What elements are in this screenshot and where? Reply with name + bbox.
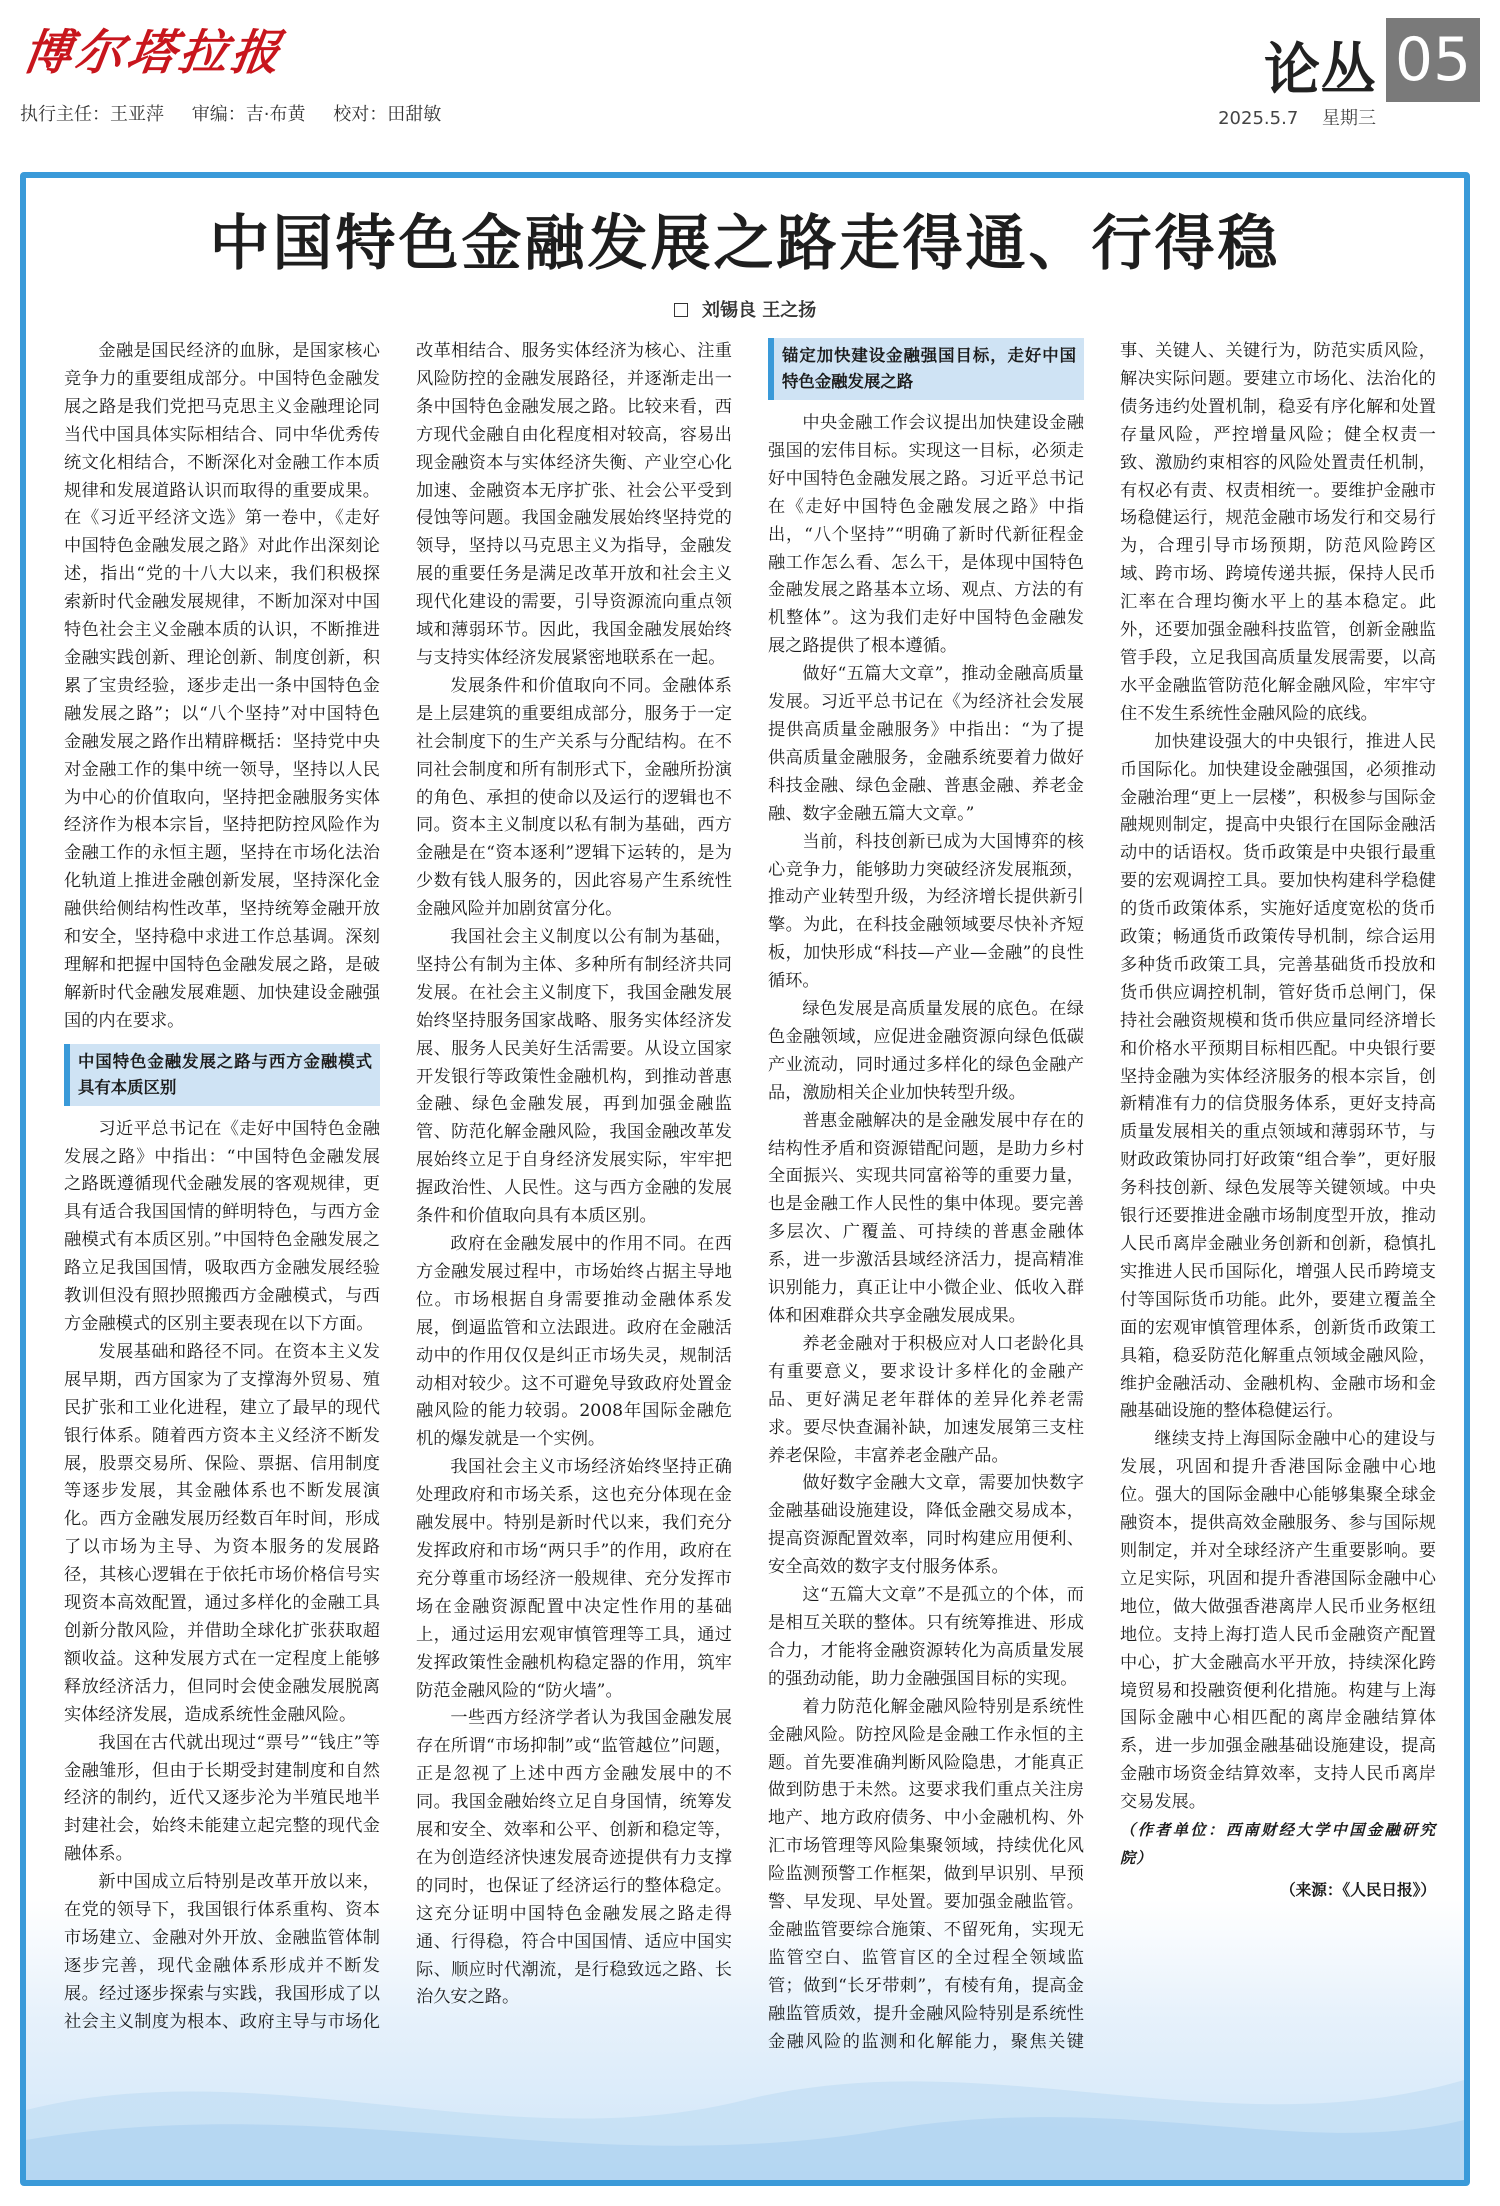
body-paragraph: 养老金融对于积极应对人口老龄化具有重要意义，要求设计多样化的金融产品、更好满足老年群体的差异化养老需求。要尽快查漏补缺，加速发展第三支柱养老保险，丰富养老金融产品。	[768, 1333, 1084, 1466]
body-paragraph: 金融是国民经济的血脉，是国家核心竞争力的重要组成部分。中国特色金融发展之路是我们党把马克思主义金融理论同当代中国具体实际相结合、同中华优秀传统文化相结合，不断深化对金融工作本质规律和发展道路认识而取得的重要成果。在《习近平经济文选》第一卷中，《走好中国特色金融发展之路》对此作出深刻论述，指出“党的十八大以来，我们积极探索新时代金融发展规律，不断加深对中国特色社会主义金融本质的认识，不断推进金融实践创新、理论创新、制度创新，积累了宝贵经验，逐步走出一条中国特色金融发展之路”；以“八个坚持”对中国特色金融发展之路作出精辟概括：坚持党中央对金融工作的集中统一领导，坚持以人民为中心的价值取向，坚持把金融服务实体经济作为根本宗旨，坚持把防控风险作为金融工作的永恒主题，坚持在市场化法治化轨道上推进金融创新发展，坚持深化金融供给侧结构性改革，坚持统筹金融开放和安全，坚持稳中求进工作总基调。深刻理解和把握中国特色金融发展之路，是破解新时代金融发展难题、加快建设金融强国的内在要求。	[64, 341, 380, 1031]
body-paragraph: 加快建设强大的中央银行，推进人民币国际化。加快建设金融强国，必须推动金融治理“更上一层楼”，积极参与国际金融规则制定，提高中央银行在国际金融活动中的话语权。货币政策是中央银行最重要的宏观调控工具。要加快构建科学稳健的货币政策体系，实施好适度宽松的货币政策；畅通货币政策传导机制，综合运用多种货币政策工具，完善基础货币投放和货币供应调控机制，管好货币总闸门，保持社会融资规模和货币供应量同经济增长和价格水平预期目标相匹配。中央银行要坚持金融为实体经济服务的根本宗旨，创新精准有力的信贷服务体系，更好支持高质量发展相关的重点领域和薄弱环节，与财政政策协同打好政策“组合拳”，更好服务科技创新、绿色发展等关键领域。中央银行还要推进金融市场制度型开放，推动人民币离岸金融业务创新和创新，稳慎扎实推进人民币国际化，增强人民币跨境支付等国际货币功能。此外，要建立覆盖全面的宏观审慎管理体系，创新货币政策工具箱，稳妥防范化解重点领域金融风险，维护金融活动、金融机构、金融市场和金融基础设施的整体稳健运行。	[1120, 731, 1436, 1422]
body-paragraph: 继续支持上海国际金融中心的建设与发展，巩固和提升香港国际金融中心地位。强大的国际金融中心能够集聚全球金融资本，提供高效金融服务、参与国际规则制定，并对全球经济产生重要影响。要立足实际，巩固和提升香港国际金融中心地位，做大做强香港离岸人民币业务枢纽地位。支持上海打造人民币金融资产配置中心，扩大金融高水平开放，持续深化跨境贸易和投融资便利化措施。构建与上海国际金融中心相匹配的离岸金融结算体系，进一步加强金融基础设施建设，提高金融市场资金结算效率，支持人民币离岸交易发展。	[1120, 1429, 1436, 1813]
reviewer: 审编：吉·布黄	[191, 104, 306, 125]
body-paragraph: 绿色发展是高质量发展的底色。在绿色金融领域，应促进金融资源向绿色低碳产业流动，同时通过多样化的绿色金融产品，激励相关企业加快转型升级。	[768, 999, 1084, 1103]
body-paragraph: 中央金融工作会议提出加快建设金融强国的宏伟目标。实现这一目标，必须走好中国特色金融发展之路。习近平总书记在《走好中国特色金融发展之路》中指出，“八个坚持”“明确了新时代新征程金融工作怎么看、怎么干，是体现中国特色金融发展之路基本立场、观点、方法的有机整体”。这为我们走好中国特色金融发展之路提供了根本遵循。	[768, 413, 1084, 657]
body-paragraph: 发展条件和价值取向不同。金融体系是上层建筑的重要组成部分，服务于一定社会制度下的生产关系与分配结构。在不同社会制度和所有制形式下，金融所扮演的角色、承担的使命以及运行的逻辑也不同。资本主义制度以私有制为基础，西方金融是在“资本逐利”逻辑下运转的，是为少数有钱人服务的，因此容易产生系统性金融风险并加剧贫富分化。	[416, 675, 732, 920]
body-paragraph: 我国社会主义市场经济始终坚持正确处理政府和市场关系，这也充分体现在金融发展中。特别是新时代以来，我们充分发挥政府和市场“两只手”的作用，政府在充分尊重市场经济一般规律、充分发挥市场在金融资源配置中决定性作用的基础上，通过运用宏观审慎管理等工具，通过发挥政策性金融机构稳定器的作用，筑牢防范金融风险的“防火墙”。	[416, 1457, 732, 1701]
body-paragraph: 这“五篇大文章”不是孤立的个体，而是相互关联的整体。只有统筹推进、形成合力，才能将金融资源转化为高质量发展的强劲动能，助力金融强国目标的实现。	[768, 1585, 1084, 1689]
authors: 刘锡良 王之扬	[702, 300, 817, 321]
body-paragraph: 一些西方经济学者认为我国金融发展存在所谓“市场抑制”或“监管越位”问题，正是忽视了上述中西方金融发展中的不同。我国金融始终立足自身国情，统筹发展和安全、效率和公平、创新和稳定等，在为创造经济快速发展奇迹提供有力支撑的同时，也保证了经济运行的整体稳定。这充分证明中国特色金融发展之路走得通、行得稳，符合中国国情、适应中国实际、顺应时代潮流，是行稳致远之路、长治久安之路。	[416, 1708, 732, 2008]
author-unit: （作者单位：西南财经大学中国金融研究院）	[1120, 1821, 1436, 1867]
article-body	[64, 338, 1436, 2058]
page-number: 05	[1386, 18, 1480, 102]
issue-date	[1200, 104, 1376, 130]
article-source: （来源：《人民日报》）	[1280, 1880, 1436, 1899]
body-paragraph: 政府在金融发展中的作用不同。在西方金融发展过程中，市场始终占据主导地位。市场根据自身需要推动金融体系发展，倒逼监管和立法跟进。政府在金融活动中的作用仅仅是纠正市场失灵，规制活动相对较少。这不可避免导致政府处置金融风险的能力较弱。2008年国际金融危机的爆发就是一个实例。	[416, 1234, 732, 1450]
body-paragraph: 做好数字金融大文章，需要加快数字金融基础设施建设，降低金融交易成本，提高资源配置效率，同时构建应用便利、安全高效的数字支付服务体系。	[768, 1473, 1084, 1578]
date-text: 2025.5.7	[1218, 108, 1299, 129]
body-paragraph: 普惠金融解决的是金融发展中存在的结构性矛盾和资源错配问题，是助力乡村全面振兴、实现共同富裕等的重要力量，也是金融工作人民性的集中体现。要完善多层次、广覆盖、可持续的普惠金融体系，进一步激活县域经济活力，提高精准识别能力，真正让中小微企业、低收入群体和困难群众共享金融发展成果。	[768, 1110, 1084, 1326]
article-frame	[20, 172, 1470, 2186]
editor-credits	[20, 100, 463, 126]
byline-box-icon	[674, 303, 688, 317]
weekday-text: 星期三	[1322, 108, 1376, 129]
executive-editor: 执行主任：王亚萍	[20, 104, 164, 125]
body-paragraph: 我国在古代就出现过“票号”“钱庄”等金融雏形，但由于长期受封建制度和自然经济的制约，近代又逐步沦为半殖民地半封建社会，始终未能建立起完整的现代金融体系。	[64, 1732, 380, 1865]
section-heading: 中国特色金融发展之路与西方金融模式具有本质区别	[64, 1044, 380, 1106]
proofreader: 校对：田甜敏	[333, 104, 442, 125]
body-paragraph: 发展基础和路径不同。在资本主义发展早期，西方国家为了支撑海外贸易、殖民扩张和工业化进程，建立了最早的现代银行体系。随着西方资本主义经济不断发展，股票交易所、保险、票据、信用制度等逐步发展，其金融体系也不断发展演化。西方金融发展历经数百年时间，形成了以市场为主导、为资本服务的发展路径，其核心逻辑在于依托市场价格信号实现资本高效配置，通过多样化的金融工具创新分散风险，并借助全球化扩张获取超额收益。这种发展方式在一定程度上能够释放经济活力，但同时会使金融发展脱离实体经济发展，造成系统性金融风险。	[64, 1341, 380, 1725]
section-heading: 锚定加快建设金融强国目标，走好中国特色金融发展之路	[768, 338, 1084, 400]
body-paragraph: 习近平总书记在《走好中国特色金融发展之路》中指出：“中国特色金融发展之路既遵循现代金融发展的客观规律，更具有适合我国国情的鲜明特色，与西方金融模式有本质区别。”中国特色金融发展之路立足我国国情，吸取西方金融发展经验教训但没有照抄照搬西方金融模式，与西方金融模式的区别主要表现在以下方面。	[64, 1118, 380, 1334]
body-paragraph: 我国社会主义制度以公有制为基础，坚持公有制为主体、多种所有制经济共同发展。在社会主义制度下，我国金融发展始终坚持服务国家战略、服务实体经济发展、服务人民美好生活需要。从设立国家开发银行等政策性金融机构，到推动普惠金融、绿色金融发展，再到加强金融监管、防范化解金融风险，我国金融改革发展始终立足于自身经济发展实际，牢牢把握政治性、人民性。这与西方金融的发展条件和价值取向具有本质区别。	[416, 927, 732, 1227]
body-paragraph: 当前，科技创新已成为大国博弈的核心竞争力，能够助力突破经济发展瓶颈，推动产业转型升级，为经济增长提供新引擎。为此，在科技金融领域要尽快补齐短板，加快形成“科技—产业—金融”的良性循环。	[768, 831, 1084, 992]
body-paragraph: 着力防范化解金融风险特别是系统性金融风险。防控风险是金融工作永恒的主题。首先要准确判断风险隐患，才能真正做到防患于未然。这要求我们重点关注房地产、地方政府债务、中小金融机构、外汇市场管理等风险集聚领域，持续优化风险监测预警工作框架，做到早识别、早预警、早发现、早处置。要加强金融监管。金融监管要综合施策、不留死角，实现无监管空白、监管盲区的全过程全领域监管；做到“长牙带刺”，有棱有角，提高金融监管质效，提升金融风险特别是系统性金融风险的监测和化解能力，聚焦关键事、关键人、关键行为，防范实质风险，解决实际问题。要建立市场化、法治化的债务违约处置机制，稳妥有序化解和处置存量风险，严控增量风险；健全权责一致、激励约束相容的风险处置责任机制，有权必有责、权责相统一。要维护金融市场稳健运行，规范金融市场发行和交易行为，合理引导市场预期，防范风险跨区域、跨市场、跨境传递共振，保持人民币汇率在合理均衡水平上的基本稳定。此外，还要加强金融科技监管，创新金融监管手段，立足我国高质量发展需要，以高水平金融监管防范化解金融风险，牢牢守住不发生系统性金融风险的底线。	[768, 341, 1436, 2052]
body-paragraph: 做好“五篇大文章”，推动金融高质量发展。习近平总书记在《为经济社会发展提供高质量金融服务》中指出：“为了提供高质量金融服务，金融系统要着力做好科技金融、绿色金融、普惠金融、养老金融、数字金融五篇大文章。”	[768, 664, 1084, 824]
newspaper-logo: 博尔塔拉报	[19, 25, 288, 81]
body-paragraph: 新中国成立后特别是改革开放以来，在党的领导下，我国银行体系重构、资本市场建立、金融对外开放、金融监管体制逐步完善，现代金融体系形成并不断发展。经过逐步探索与实践，我国形成了以社会主义制度为根本、政府主导与市场化改革相结合、服务实体经济为核心、注重风险防控的金融发展路径，并逐渐走出一条中国特色金融发展之路。比较来看，西方现代金融自由化程度相对较高，容易出现金融资本与实体经济失衡、产业空心化加速、金融资本无序扩张、社会公平受到侵蚀等问题。我国金融发展始终坚持党的领导，坚持以马克思主义为指导，金融发展的重要任务是满足改革开放和社会主义现代化建设的需要，引导资源流向重点领域和薄弱环节。因此，我国金融发展始终与支持实体经济发展紧密地联系在一起。	[64, 341, 732, 2032]
byline	[26, 296, 1464, 322]
section-name: 论丛	[1264, 38, 1376, 103]
article-headline: 中国特色金融发展之路走得通、行得稳	[209, 209, 1281, 279]
masthead	[19, 14, 1480, 129]
